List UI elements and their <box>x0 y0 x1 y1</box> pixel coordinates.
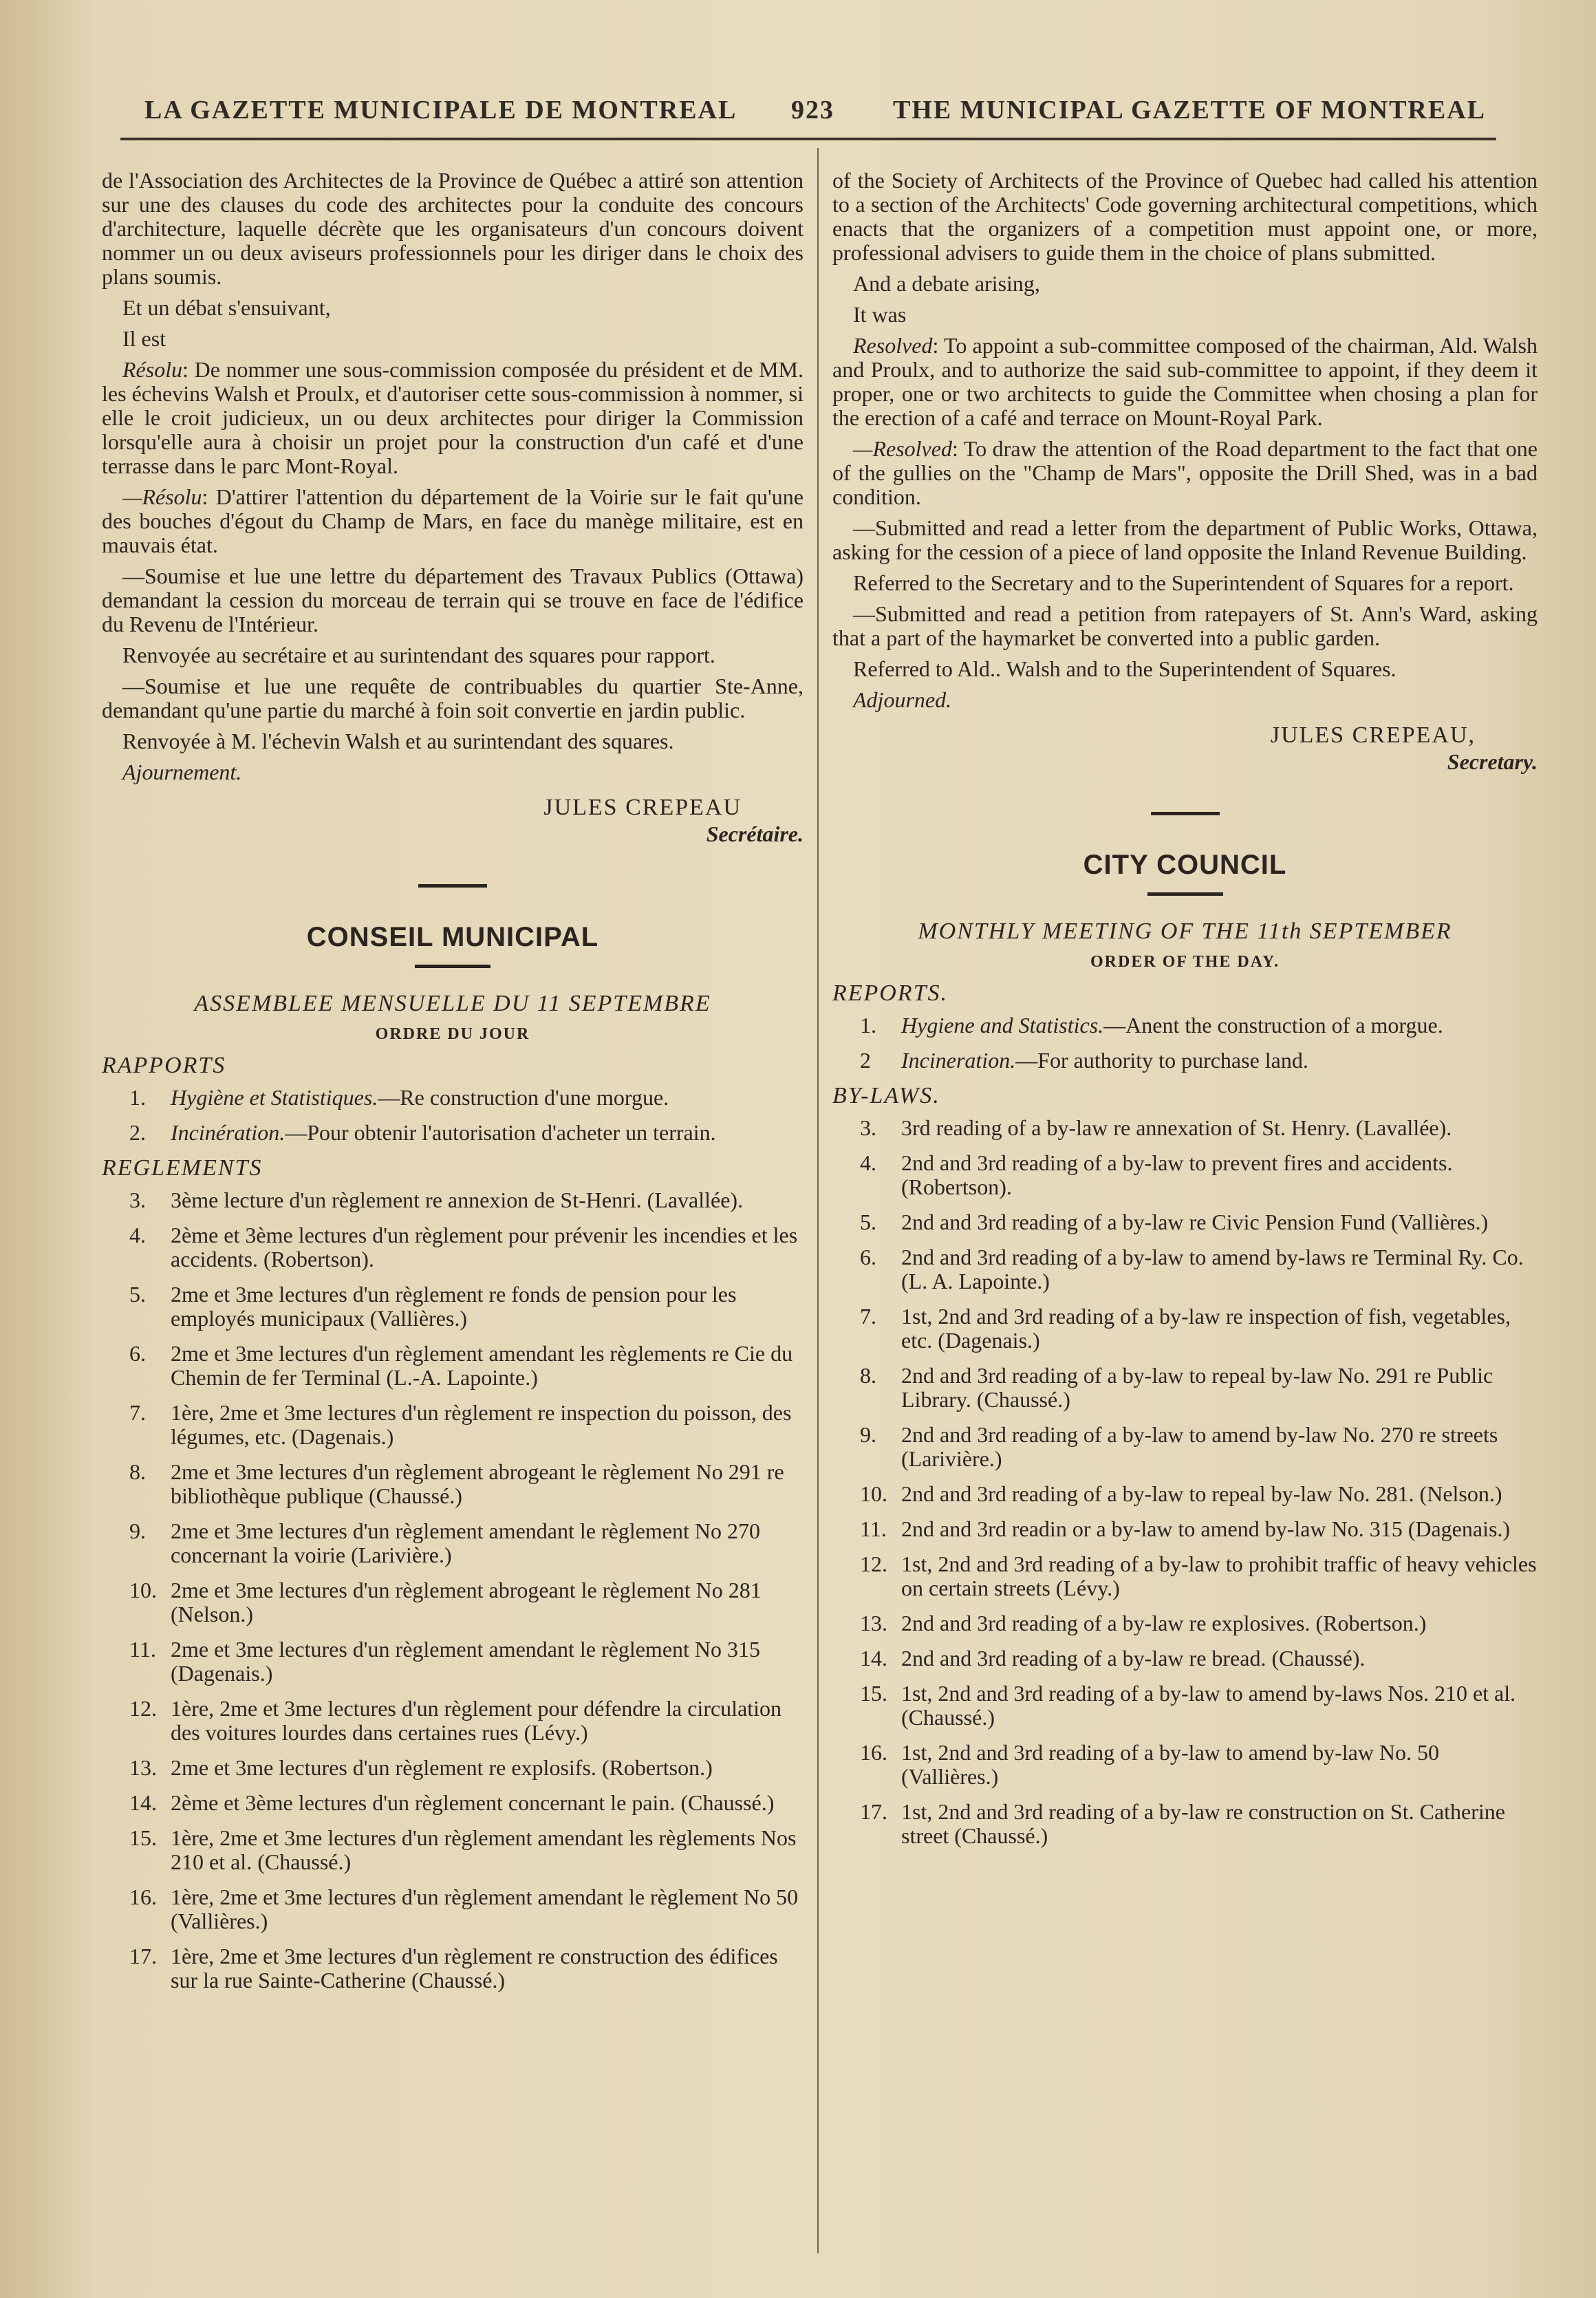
item-text: 2nd and 3rd readin or a by-law to amend by-law No. 315 (Dagenais.) <box>901 1516 1511 1541</box>
list-item <box>102 1756 804 1780</box>
item-text: 2nd and 3rd reading of a by-law re explosives. (Robertson.) <box>901 1611 1427 1635</box>
item-number: 5. <box>129 1282 146 1307</box>
en-paragraph-4: —Submitted and read a letter from the department of Public Works, Ottawa, asking for the cession of a piece of land opposite the Inland Revenue Building. <box>832 515 1538 564</box>
list-item <box>832 1552 1538 1600</box>
english-column <box>832 169 1538 1859</box>
fr-title-underline <box>415 965 490 968</box>
french-column <box>102 169 804 2004</box>
item-text: 1st, 2nd and 3rd reading of a by-law to amend by-law No. 50 (Vallières.) <box>901 1740 1440 1789</box>
en-section-title: CITY COUNCIL <box>1083 850 1287 880</box>
item-number: 6. <box>860 1245 876 1269</box>
list-item <box>832 1245 1538 1293</box>
fr-signature-name: JULES CREPEAU <box>543 795 742 820</box>
fr-paragraph-4: —Soumise et lue une lettre du département des Travaux Publics (Ottawa) demandant la cession du morceau de terrain qui se trouve en face de l'édifice du Revenu de l'Intérieur. <box>102 563 804 636</box>
list-item <box>102 1637 804 1686</box>
item-number: 5. <box>860 1210 876 1234</box>
en-paragraph-6: —Submitted and read a petition from ratepayers of St. Ann's Ward, asking that a part of the haymarket be converted into a public garden. <box>832 601 1538 650</box>
header-title-en: THE MUNICIPAL GAZETTE OF MONTREAL <box>893 96 1486 125</box>
list-item <box>832 1210 1538 1234</box>
item-text: —For authority to purchase land. <box>1015 1048 1308 1073</box>
list-item <box>832 1304 1538 1353</box>
list-item <box>832 1013 1538 1038</box>
en-resolution-1 <box>832 334 1538 430</box>
item-label: Incineration. <box>901 1048 1016 1073</box>
item-number: 9. <box>860 1422 876 1447</box>
list-item <box>102 1578 804 1626</box>
item-number: 4. <box>860 1150 876 1175</box>
item-number: 10. <box>129 1578 157 1602</box>
list-item <box>102 1086 804 1110</box>
fr-bylaws-list <box>102 1188 804 1993</box>
header-title-fr: LA GAZETTE MUNICIPALE DE MONTREAL <box>144 96 737 125</box>
item-number: 1. <box>129 1085 146 1110</box>
item-text: —Pour obtenir l'autorisation d'acheter un terrain. <box>285 1120 716 1145</box>
en-agenda-label: ORDER OF THE DAY. <box>1090 953 1280 971</box>
list-item <box>832 1741 1538 1789</box>
item-number: 9. <box>129 1518 146 1543</box>
item-number: 2. <box>129 1120 146 1145</box>
fr-paragraph-6: —Soumise et lue une requête de contribuables du quartier Ste-Anne, demandant qu'une partie du marché à foin soit convertie en jardin public. <box>102 674 804 722</box>
item-text: 2nd and 3rd reading of a by-law to amend by-law No. 270 re streets (Larivière.) <box>901 1422 1498 1471</box>
item-number: 6. <box>129 1341 146 1366</box>
fr-meeting-subtitle: ASSEMBLEE MENSUELLE DU 11 SEPTEMBRE <box>194 991 711 1016</box>
item-text: 3rd reading of a by-law re annexation of St. Henry. (Lavallée). <box>901 1115 1452 1140</box>
fr-resolution-1-text: : De nommer une sous-commission composée du président et de MM. les échevins Walsh et Proulx, et d'autoriser cette sous-commission à nommer, si elle le croit judicieux, un ou deux architectes pour diriger la Commission lorsqu'elle aura à choisir un projet pour la construction d'un café et d'une terrasse dans le parc Mont-Royal. <box>102 357 804 478</box>
item-number: 11. <box>129 1637 156 1662</box>
list-item <box>102 1791 804 1815</box>
item-number: 7. <box>129 1400 146 1425</box>
item-label: Incinération. <box>171 1120 285 1145</box>
en-paragraph-1: of the Society of Architects of the Province of Quebec had called his attention to a section of the Architects' Code governing architectural competitions, which enacts that the organizers of a competition must appoint one, or more, professional advisers to guide them in the choice of plans submitted. <box>832 168 1538 265</box>
item-number: 3. <box>129 1188 146 1212</box>
fr-resolution-2 <box>102 485 804 557</box>
item-text: 2nd and 3rd reading of a by-law to prevent fires and accidents. (Robertson). <box>901 1150 1453 1199</box>
item-number: 15. <box>129 1825 157 1850</box>
list-item <box>832 1116 1538 1140</box>
item-label: Hygiene and Statistics. <box>901 1013 1104 1038</box>
item-text: —Anent the construction of a morgue. <box>1103 1013 1443 1038</box>
fr-signature <box>102 795 804 846</box>
list-item <box>102 1223 804 1271</box>
fr-resolution-2-label: —Résolu <box>122 484 202 509</box>
fr-signature-title: Secrétaire. <box>706 822 804 846</box>
fr-agenda-label: ORDRE DU JOUR <box>375 1025 530 1043</box>
list-item <box>102 1121 804 1145</box>
list-item <box>832 1646 1538 1671</box>
item-text: 1ère, 2me et 3me lectures d'un règlement amendant les règlements Nos 210 et al. (Chaussé.) <box>171 1825 797 1874</box>
fr-adjournment: Ajournement. <box>122 760 242 784</box>
list-item <box>102 1519 804 1567</box>
en-paragraph-3: It was <box>853 302 907 327</box>
fr-reports-list <box>102 1086 804 1145</box>
item-text: 2ème et 3ème lectures d'un règlement concernant le pain. (Chaussé.) <box>171 1790 775 1815</box>
list-item <box>832 1800 1538 1848</box>
list-item <box>102 1697 804 1745</box>
list-item <box>832 1049 1538 1073</box>
fr-bylaws-heading: REGLEMENTS <box>102 1155 263 1181</box>
page-number: 923 <box>791 96 834 125</box>
page-header <box>144 95 1486 136</box>
fr-paragraph-5: Renvoyée au secrétaire et au surintendant des squares pour rapport. <box>122 643 715 667</box>
en-resolution-2-text: : To draw the attention of the Road department to the fact that one of the gullies on the "Champ de Mars", opposite the Drill Shed, was in a bad condition. <box>832 436 1538 509</box>
item-text: 1st, 2nd and 3rd reading of a by-law re inspection of fish, vegetables, etc. (Dagenais.) <box>901 1304 1511 1353</box>
en-signature <box>832 723 1538 774</box>
en-reports-heading: REPORTS. <box>832 980 949 1006</box>
item-text: 2nd and 3rd reading of a by-law re bread. (Chaussé). <box>901 1646 1366 1671</box>
list-item <box>832 1151 1538 1199</box>
item-number: 7. <box>860 1304 876 1329</box>
list-item <box>102 1282 804 1331</box>
item-number: 13. <box>129 1755 157 1780</box>
fr-paragraph-3: Il est <box>122 326 166 351</box>
list-item <box>102 1188 804 1212</box>
en-resolution-2-label: —Resolved <box>853 436 952 461</box>
item-number: 15. <box>860 1681 887 1706</box>
item-text: 1st, 2nd and 3rd reading of a by-law to prohibit traffic of heavy vehicles on certain streets (Lévy.) <box>901 1551 1537 1600</box>
fr-resolution-2-text: : D'attirer l'attention du département de la Voirie sur le fait qu'une des bouches d'égout du Champ de Mars, en face du manège militaire, est en mauvais état. <box>102 484 804 557</box>
item-number: 4. <box>129 1223 146 1247</box>
item-number: 17. <box>129 1944 157 1968</box>
en-adjournment: Adjourned. <box>853 687 952 712</box>
fr-paragraph-7: Renvoyée à M. l'échevin Walsh et au surintendant des squares. <box>122 729 674 753</box>
en-paragraph-2: And a debate arising, <box>853 271 1040 296</box>
item-number: 14. <box>860 1646 887 1671</box>
item-text: —Re construction d'une morgue. <box>378 1085 669 1110</box>
list-item <box>832 1482 1538 1506</box>
item-number: 13. <box>860 1611 887 1635</box>
item-number: 12. <box>129 1696 157 1721</box>
item-text: 2nd and 3rd reading of a by-law to repeal by-law No. 281. (Nelson.) <box>901 1481 1502 1506</box>
en-section-divider <box>1151 812 1220 815</box>
en-title-underline <box>1147 892 1223 896</box>
item-number: 8. <box>860 1363 876 1388</box>
list-item <box>832 1682 1538 1730</box>
en-meeting-subtitle: MONTHLY MEETING OF THE 11th SEPTEMBER <box>918 919 1452 944</box>
list-item <box>102 1885 804 1933</box>
en-resolution-1-text: : To appoint a sub-committee composed of the chairman, Ald. Walsh and Proulx, and to authorize the said sub-committee to appoint, if they deem it proper, one or two architects to guide the Committee when chosing a plan for the erection of a café and terrace on Mount-Royal Park. <box>832 333 1538 430</box>
item-text: 2me et 3me lectures d'un règlement re fonds de pension pour les employés municipaux (Vallières.) <box>171 1282 737 1331</box>
item-number: 1. <box>860 1013 876 1038</box>
item-text: 2me et 3me lectures d'un règlement amendant le règlement No 270 concernant la voirie (Larivière.) <box>171 1518 761 1567</box>
list-item <box>832 1611 1538 1635</box>
list-item <box>102 1826 804 1874</box>
item-text: 2me et 3me lectures d'un règlement abrogeant le règlement No 291 re bibliothèque publique (Chaussé.) <box>171 1459 784 1508</box>
fr-section-title: CONSEIL MUNICIPAL <box>306 922 599 952</box>
item-number: 2 <box>860 1048 871 1073</box>
column-divider <box>817 148 819 2253</box>
item-text: 1ère, 2me et 3me lectures d'un règlement re inspection du poisson, des légumes, etc. (Dagenais.) <box>171 1400 792 1449</box>
item-text: 2me et 3me lectures d'un règlement amendant les règlements re Cie du Chemin de fer Terminal (L.-A. Lapointe.) <box>171 1341 793 1390</box>
item-text: 2nd and 3rd reading of a by-law re Civic Pension Fund (Vallières.) <box>901 1210 1489 1234</box>
item-label: Hygiène et Statistiques. <box>171 1085 378 1110</box>
list-item <box>832 1364 1538 1412</box>
en-reports-list <box>832 1013 1538 1073</box>
fr-paragraph-1: de l'Association des Architectes de la Province de Québec a attiré son attention sur une des clauses du code des architectes pour la conduite des concours d'architecture, laquelle décrète que les organisateurs d'un concours doivent nommer un ou deux aviseurs professionnels pour les diriger dans le choix des plans soumis. <box>102 168 804 289</box>
header-rule <box>120 138 1496 140</box>
fr-reports-heading: RAPPORTS <box>102 1053 226 1078</box>
item-text: 2me et 3me lectures d'un règlement abrogeant le règlement No 281 (Nelson.) <box>171 1578 762 1626</box>
en-paragraph-7: Referred to Ald.. Walsh and to the Superintendent of Squares. <box>853 656 1396 681</box>
item-text: 1ère, 2me et 3me lectures d'un règlement amendant le règlement No 50 (Vallières.) <box>171 1884 799 1933</box>
item-number: 14. <box>129 1790 157 1815</box>
en-signature-title: Secretary. <box>1447 749 1538 774</box>
en-bylaws-heading: BY-LAWS. <box>832 1083 940 1108</box>
item-text: 1st, 2nd and 3rd reading of a by-law re construction on St. Catherine street (Chaussé.) <box>901 1799 1505 1848</box>
item-number: 12. <box>860 1551 887 1576</box>
list-item <box>102 1944 804 1993</box>
item-number: 16. <box>129 1884 157 1909</box>
item-text: 1ère, 2me et 3me lectures d'un règlement re construction des édifices sur la rue Sainte-Catherine (Chaussé.) <box>171 1944 778 1993</box>
item-text: 1st, 2nd and 3rd reading of a by-law to amend by-laws Nos. 210 et al. (Chaussé.) <box>901 1681 1516 1730</box>
list-item <box>102 1401 804 1449</box>
item-number: 16. <box>860 1740 887 1765</box>
list-item <box>832 1517 1538 1541</box>
en-resolution-1-label: Resolved <box>853 333 933 358</box>
item-number: 17. <box>860 1799 887 1824</box>
en-resolution-2 <box>832 437 1538 509</box>
item-text: 2nd and 3rd reading of a by-law to repeal by-law No. 291 re Public Library. (Chaussé.) <box>901 1363 1493 1412</box>
en-bylaws-list <box>832 1116 1538 1848</box>
item-text: 2me et 3me lectures d'un règlement re explosifs. (Robertson.) <box>171 1755 713 1780</box>
list-item <box>102 1460 804 1508</box>
list-item <box>832 1423 1538 1471</box>
item-text: 2nd and 3rd reading of a by-law to amend by-laws re Terminal Ry. Co. (L. A. Lapointe.) <box>901 1245 1524 1293</box>
item-number: 8. <box>129 1459 146 1484</box>
fr-resolution-1 <box>102 358 804 478</box>
item-text: 1ère, 2me et 3me lectures d'un règlement pour défendre la circulation des voitures lourdes dans certaines rues (Lévy.) <box>171 1696 782 1745</box>
fr-resolution-1-label: Résolu <box>122 357 183 382</box>
item-number: 3. <box>860 1115 876 1140</box>
en-paragraph-5: Referred to the Secretary and to the Superintendent of Squares for a report. <box>853 570 1514 595</box>
list-item <box>102 1342 804 1390</box>
fr-section-divider <box>418 884 487 888</box>
item-text: 2me et 3me lectures d'un règlement amendant le règlement No 315 (Dagenais.) <box>171 1637 761 1686</box>
item-text: 3ème lecture d'un règlement re annexion de St-Henri. (Lavallée). <box>171 1188 744 1212</box>
item-text: 2ème et 3ème lectures d'un règlement pour prévenir les incendies et les accidents. (Robertson). <box>171 1223 798 1271</box>
fr-paragraph-2: Et un débat s'ensuivant, <box>122 295 331 320</box>
en-signature-name: JULES CREPEAU, <box>1270 722 1476 748</box>
item-number: 10. <box>860 1481 887 1506</box>
item-number: 11. <box>860 1516 887 1541</box>
